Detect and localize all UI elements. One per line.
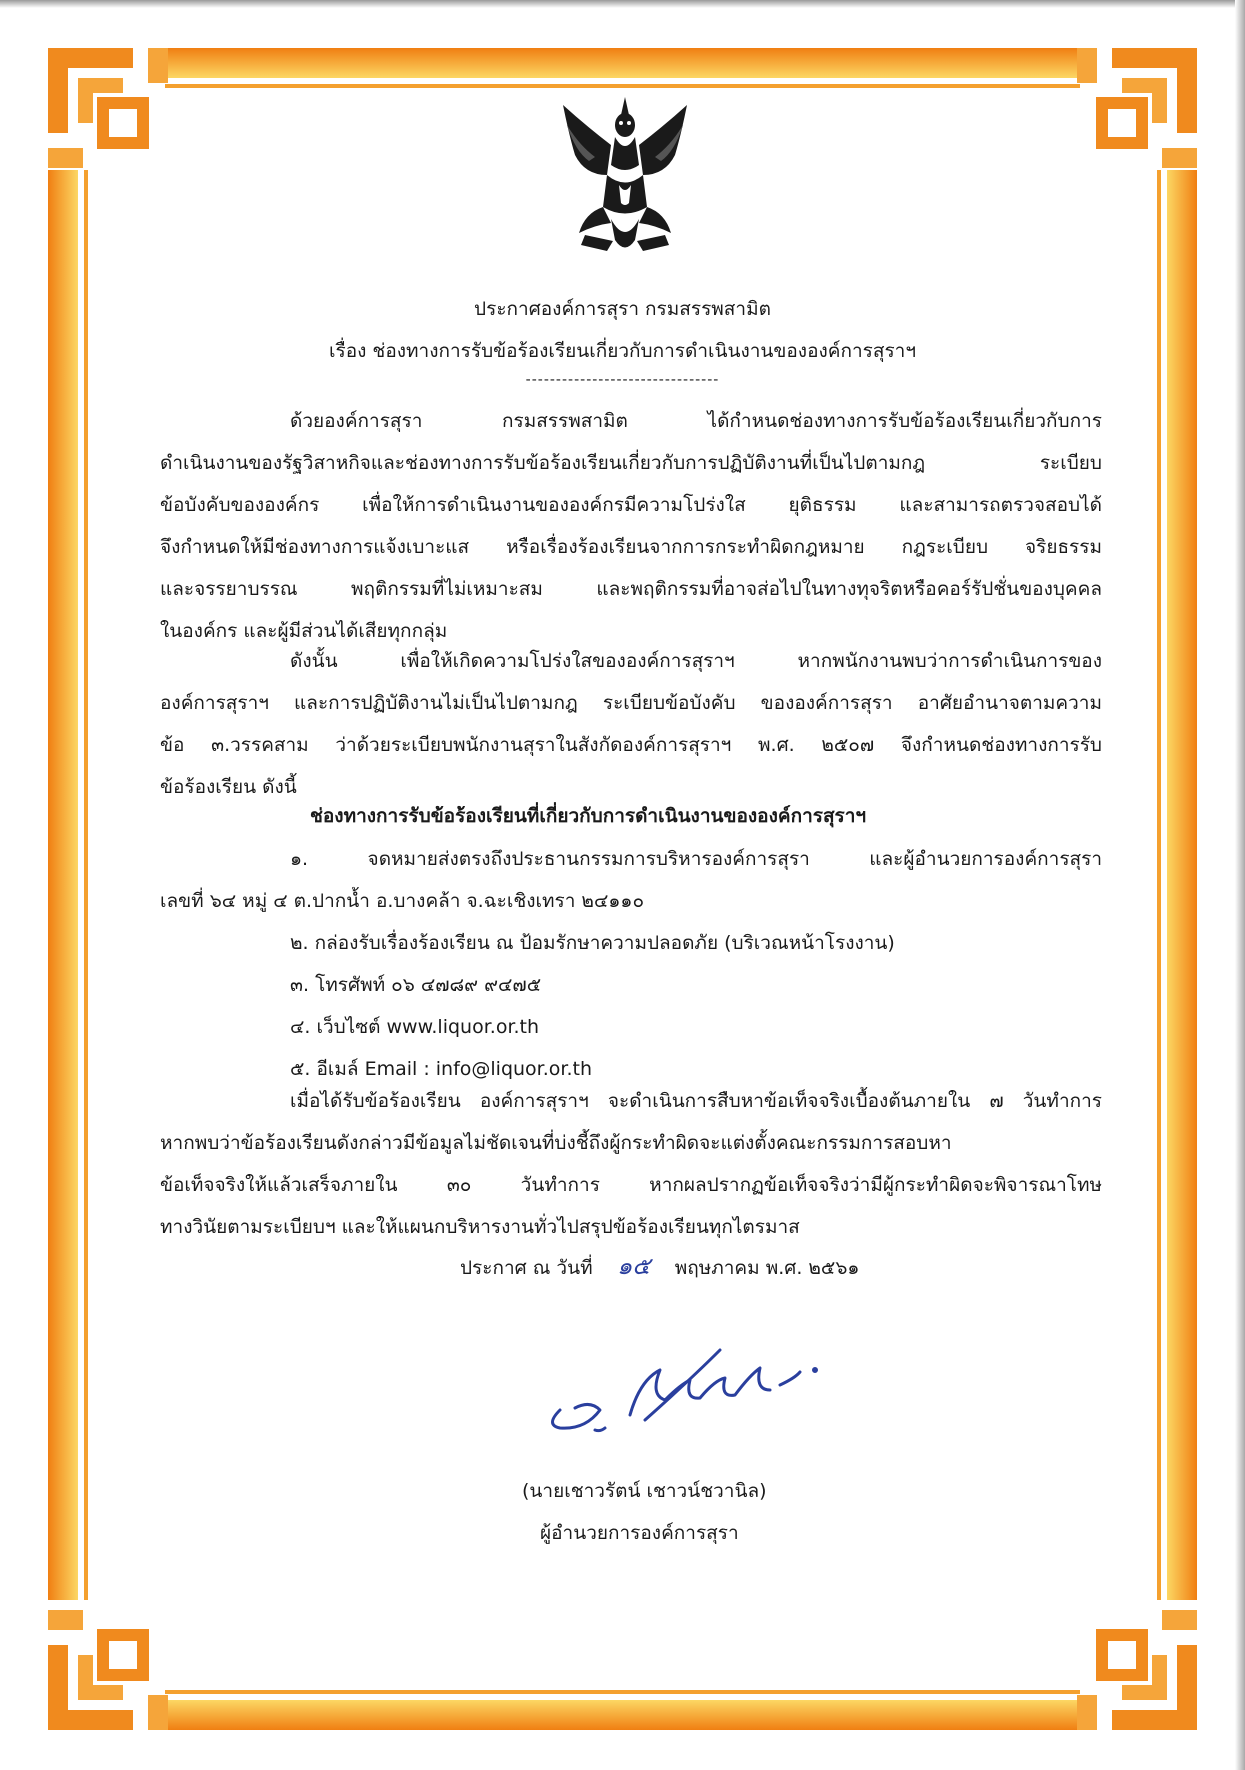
paragraph-line: ดังนั้น เพื่อให้เกิดความโปร่งใสขององค์การสุราฯ หากพนักงานพบว่าการดำเนินการของ	[290, 650, 1102, 672]
paragraph-line: ข้อบังคับขององค์กร เพื่อให้การดำเนินงานขององค์กรมีความโปร่งใส ยุติธรรม และสามารถตรวจสอบได้	[160, 494, 1102, 516]
channel-item-4-website: ๔. เว็บไซต์ www.liquor.or.th	[290, 1016, 540, 1038]
handwritten-signature	[540, 1340, 840, 1450]
paragraph-line: ข้อ ๓.วรรคสาม ว่าด้วยระเบียบพนักงานสุราในสังกัดองค์การสุราฯ พ.ศ. ๒๕๐๗ จึงกำหนดช่องทางการรับ	[160, 734, 1102, 756]
divider-line: --------------------------------	[525, 372, 720, 388]
channel-item-1: ๑. จดหมายส่งตรงถึงประธานกรรมการบริหารองค์การสุรา และผู้อำนวยการองค์การสุรา	[290, 848, 1102, 870]
document-title: ประกาศองค์การสุรา กรมสรรพสามิต	[474, 298, 771, 320]
paragraph-2	[160, 640, 1102, 808]
paragraph-line: เมื่อได้รับข้อร้องเรียน องค์การสุราฯ จะดำเนินการสืบหาข้อเท็จจริงเบื้องต้นภายใน ๗ วันทำการ	[290, 1090, 1102, 1112]
document-subject: เรื่อง ช่องทางการรับข้อร้องเรียนเกี่ยวกับการดำเนินงานขององค์การสุราฯ	[329, 340, 916, 362]
paragraph-line: จึงกำหนดให้มีช่องทางการแจ้งเบาะแส หรือเรื่องร้องเรียนจากการกระทำผิดกฎหมาย กฎระเบียบ จริยธรรม	[160, 536, 1102, 558]
signer-position: ผู้อำนวยการองค์การสุรา	[540, 1522, 739, 1544]
paragraph-3	[160, 1080, 1102, 1248]
paragraph-line: และจรรยาบรรณ พฤติกรรมที่ไม่เหมาะสม และพฤติกรรมที่อาจส่อไปในทางทุจริตหรือคอร์รัปชั่นของบุคคล	[160, 578, 1102, 600]
channels-heading: ช่องทางการรับข้อร้องเรียนที่เกี่ยวกับการดำเนินงานขององค์การสุราฯ	[310, 805, 867, 827]
paragraph-line: องค์การสุราฯ และการปฏิบัติงานไม่เป็นไปตามกฎ ระเบียบข้อบังคับ ขององค์การสุรา อาศัยอำนาจตามความ	[160, 692, 1102, 714]
paragraph-line: ในองค์กร และผู้มีส่วนได้เสียทุกกลุ่ม	[160, 620, 448, 642]
handwritten-day: ๑๕	[616, 1252, 651, 1280]
paragraph-line: ทางวินัยตามระเบียบฯ และให้แผนกบริหารงานทั่วไปสรุปข้อร้องเรียนทุกไตรมาส	[160, 1216, 800, 1238]
paragraph-line: หากพบว่าข้อร้องเรียนดังกล่าวมีข้อมูลไม่ชัดเจนที่บ่งชี้ถึงผู้กระทำผิดจะแต่งตั้งคณะกรรมการสอบหา	[160, 1132, 952, 1154]
garuda-emblem-icon	[555, 95, 695, 260]
paragraph-1	[160, 400, 1102, 652]
paragraph-line: ข้อเท็จจริงให้แล้วเสร็จภายใน ๓๐ วันทำการ หากผลปรากฏข้อเท็จจริงว่ามีผู้กระทำผิดจะพิจารณาโทษ	[160, 1174, 1102, 1196]
channel-item-3-phone: ๓. โทรศัพท์ ๐๖ ๔๗๘๙ ๙๔๗๕	[290, 974, 542, 996]
announce-suffix: พฤษภาคม พ.ศ. ๒๕๖๑	[674, 1257, 860, 1279]
channel-item-2: ๒. กล่องรับเรื่องร้องเรียน ณ ป้อมรักษาความปลอดภัย (บริเวณหน้าโรงงาน)	[290, 932, 895, 954]
paragraph-line: ดำเนินงานของรัฐวิสาหกิจและช่องทางการรับข้อร้องเรียนเกี่ยวกับการปฏิบัติงานที่เป็นไปตามกฎ ระเบียบ	[160, 452, 1102, 474]
announcement-date	[460, 1245, 859, 1289]
signer-name: (นายเชาวรัตน์ เชาวน์ชวานิล)	[522, 1480, 767, 1502]
announce-prefix: ประกาศ ณ วันที่	[460, 1257, 593, 1279]
paragraph-line: ข้อร้องเรียน ดังนี้	[160, 776, 297, 798]
channel-item-5-email: ๕. อีเมล์ Email : info@liquor.or.th	[290, 1058, 593, 1080]
channel-item-1-address: เลขที่ ๖๔ หมู่ ๔ ต.ปากน้ำ อ.บางคล้า จ.ฉะเชิงเทรา ๒๔๑๑๐	[160, 890, 645, 912]
paragraph-line: ด้วยองค์การสุรา กรมสรรพสามิต ได้กำหนดช่องทางการรับข้อร้องเรียนเกี่ยวกับการ	[290, 410, 1102, 432]
